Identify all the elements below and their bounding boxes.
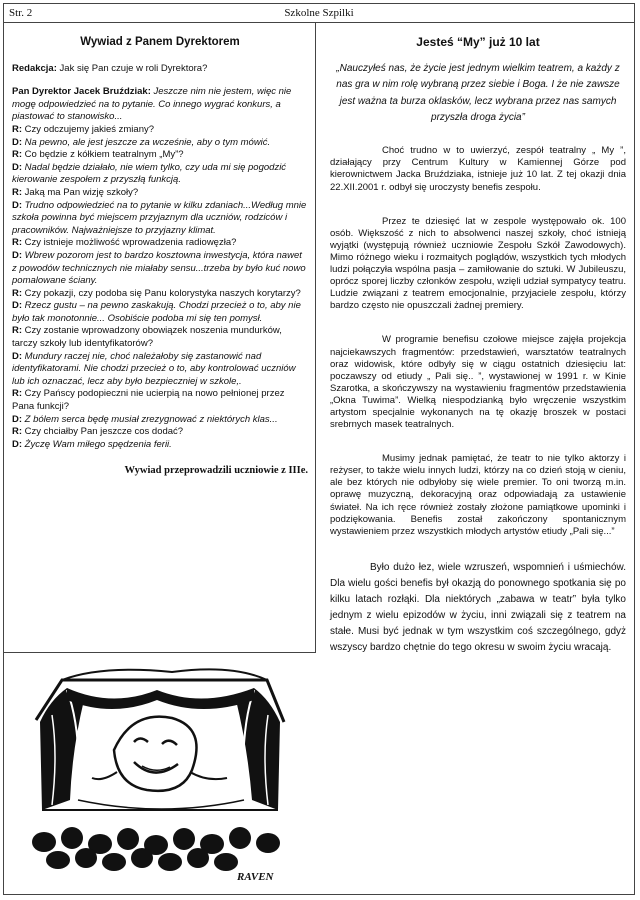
speaker-label: R: [12,287,23,299]
line-text: Wbrew pozorom jest to bardzo kosztowna inwestycja, która nawet z powodów technicznych nie miałaby sensu...trzeba by było kuć nowo pomalowane ściany. [12,249,306,287]
interview-question [12,288,308,301]
speaker-label: R: [12,237,23,249]
speaker-label: R: [12,186,23,198]
interview-question [12,149,308,162]
line-text: Na pewno, ale jest jeszcze za wcześnie, aby o tym mówić. [22,136,271,148]
page-number: Str. 2 [9,7,33,19]
article-paragraph-1: Choć trudno w to uwierzyć, zespół teatralny „ My ”, działający przy Centrum Kultury w Kamiennej Górze pod kierownictwem Jacka Bruździaka, istnieje już 10 lat. Z tej okazji dnia 22.XII.2001 r. odbył się uroczysty benefis zespołu. [330,145,626,193]
article-title: Jesteś “My” już 10 lat [416,35,540,49]
line-text: Czy istnieje możliwość wprowadzenia radiowęzła? [22,237,237,249]
answer-text: Jeszcze nim nie jestem, więc nie mogę odpowiedzieć na to pytanie. Co innego wygrać konkurs, a piastować to stanowisko... [12,86,292,123]
speaker-label: D: [12,413,23,425]
interview-box-bottom-rule [3,652,316,653]
speaker-label: D: [12,161,23,173]
speaker-label: D: [12,136,23,148]
line-text: Życzę Wam miłego spędzenia ferii. [22,438,172,450]
speaker-label: R: [12,149,23,161]
interview-title: Wywiad z Panem Dyrektorem [80,36,240,48]
cartoon-signature: RAVEN [237,871,274,883]
answer-label: Pan Dyrektor Jacek Bruździak: [12,86,151,98]
intro-question: Jak się Pan czuje w roli Dyrektora? [56,62,208,74]
interview-question [12,426,308,439]
interview-question [12,388,308,413]
interview-answer [12,162,308,187]
speaker-label: R: [12,123,23,135]
interview-first-answer [12,86,308,124]
article-paragraph-2: Przez te dziesięć lat w zespole występowało ok. 100 osób. Większość z nich to absolwenci naszej szkoły, choć istnieją wyjątki (występują również uczniowie Zespołu Szkół Zawodowych). Mimo różnego wieku i rozmaitych poglądów, wszystkich tych młodych ludzi połączyła wspólna pasja – zamiłowanie do sztuki. W Jubileuszu, oprócz sporej liczby członków zespołu, wzięli udział sympatycy teatru. Ludzie związani z teatrem emocjonalnie, przyjaciele zespołu, którzy bardzo często nie opuszczali żadnej premiery. [330,215,626,312]
newspaper-title: Szkolne Szpilki [284,7,354,19]
article-paragraph-4: Musimy jednak pamiętać, że teatr to nie tylko aktorzy i reżyser, to także wielu innych ludzi, którzy na co dzień stoją w cieniu, ale bez których nie odbyłoby się wiele premier. To oni tworzą m.in. oprawę muzyczną, dekoracyjną oraz odpowiadają za ustawienie świateł. Na ich ręce również zostały złożone pamiątkowe upominki i podziękowania. Benefis został zakończony spontanicznym wystawieniem przez wszystkich młodych artystów etiudy „Pali się...” [330,453,626,537]
line-text: Trudno odpowiedzieć na to pytanie w kilku zdaniach...Według mnie szkoła powinna być miejscem przyjaznym dla uczniów, rodziców i pracowników. Najważniejsze to przyjazny klimat. [12,199,307,236]
speaker-label: D: [12,438,23,450]
intro-label: Redakcja: [12,62,57,74]
line-text: Mundury raczej nie, choć należałoby się zastanowić nad identyfikatorami. Nie chodzi przecież o to, aby kontrolować uczniów lub ich oznaczać, lecz aby było bezpieczniej w szkole,. [12,350,296,387]
speaker-label: R: [12,325,23,337]
interview-intro [12,63,308,76]
column-divider [315,23,316,653]
interview-answer [12,137,308,150]
interview-question [12,124,308,137]
interview-column [12,36,308,478]
article-quote: „Nauczyłeś nas, że życie jest jednym wielkim teatrem, a każdy z nas gra w nim rolę wybraną przez siebie i Boga. I że nie zawsze jest ważna ta burza oklasków, lecz wybrana przez nas samych przyszła droga życia” [336,63,620,123]
speaker-label: D: [12,300,23,312]
line-text: Czy Pańscy podopieczni nie ucierpią na nowo pełnionej przez Pana funkcji? [12,388,285,413]
speaker-label: D: [12,249,23,261]
article-paragraph-3: W programie benefisu czołowe miejsce zajęła projekcja najciekawszych fragmentów: przedstawień, warsztatów teatralnych oraz widowisk, które odbyły się w ciągu ostatnich dziesięciu lat: poczawszy od etiudy „ Pali się.. ”, wystawionej w 1991 r. w Kinie Szarotka, a skończywszy na wystawieniu fragmentów przedstawienia „Okna Tuwima”. Wielką niespodzianką było wręczenie wszystkim artystom specjalnie wykonanych na tę okazję broszek w postaci srebrnych masek teatralnych. [330,334,626,431]
interview-answer [12,250,308,288]
interview-qa-list [12,124,308,451]
theatre-cartoon [22,660,292,885]
interview-answer [12,200,308,238]
line-text: Nadal będzie działało, nie wiem tylko, czy uda mi się pogodzić kierowanie zespołem z przyszłą funkcją. [12,161,287,186]
interview-question [12,237,308,250]
speaker-label: D: [12,199,23,211]
speaker-label: D: [12,350,23,362]
line-text: Z bólem serca będę musiał zrezygnować z niektórych klas... [22,413,278,425]
interview-credit: Wywiad przeprowadzili uczniowie z IIIe. [124,465,308,477]
interview-question [12,187,308,200]
theatre-mask-illustration [22,660,292,885]
interview-answer [12,439,308,452]
article-closing: Było dużo łez, wiele wzruszeń, wspomnień i uśmiechów. Dla wielu gości benefis był okazją do ponownego spotkania się po kilku latach rozłąki. Dla niektórych „zabawa w teatr” była tylko jednym z wielu epizodów w życiu, inni związali się z teatrem na stałe. Musi być jednak w tym wszystkim coś szczególnego, gdyż wszyscy bardzo chętnie do tego okresu w swoim życiu wracają. [330,561,626,654]
line-text: Jaką ma Pan wizję szkoły? [22,186,139,198]
line-text: Czy chciałby Pan jeszcze cos dodać? [22,426,184,438]
speaker-label: R: [12,426,23,438]
line-text: Czy odczujemy jakieś zmiany? [22,123,155,135]
interview-answer [12,300,308,325]
interview-answer [12,414,308,427]
line-text: Co będzie z kółkiem teatralnym „My”? [22,149,184,161]
article-column [330,36,626,656]
line-text: Czy zostanie wprowadzony obowiązek noszenia mundurków, tarczy szkoły lub identyfikatorów? [12,325,282,350]
line-text: Rzecz gustu – na pewno zaskakują. Chodzi przecież o to, aby nie było tak monotonnie... Osobiście podoba mi się ten pomysł. [12,300,301,324]
interview-question [12,325,308,350]
speaker-label: R: [12,388,23,400]
interview-answer [12,351,308,389]
line-text: Czy pokazji, czy podoba się Panu kolorystyka naszych korytarzy? [22,287,301,299]
page-header [3,3,635,23]
